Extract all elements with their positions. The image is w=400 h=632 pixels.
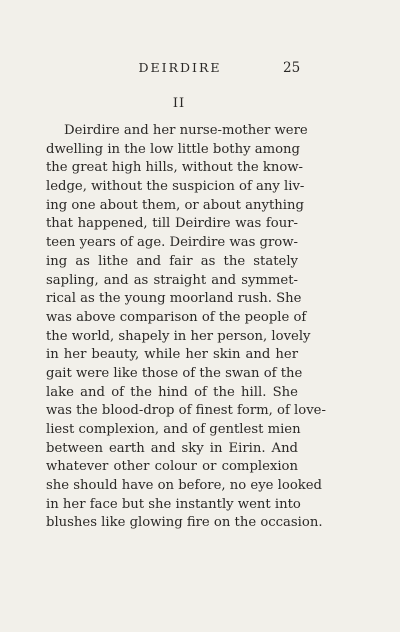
text-line: in her face but she instantly went into xyxy=(46,496,301,512)
text-line: between earth and sky in Eirin. And xyxy=(46,440,298,456)
text-line: teen years of age. Deirdire was grow- xyxy=(46,235,298,251)
text-line: she should have on before, no eye looked xyxy=(46,478,322,494)
text-line: in her beauty, while her skin and her xyxy=(46,347,298,363)
text-line: gait were like those of the swan of the xyxy=(46,365,303,381)
text-line: ing one about them, or about anything xyxy=(46,197,304,213)
text-line: was the blood-drop of finest form, of love- xyxy=(46,403,326,419)
text-line: was above comparison of the people of xyxy=(46,309,307,325)
text-line: sapling, and as straight and symmet- xyxy=(46,272,298,288)
text-line: ing as lithe and fair as the stately xyxy=(46,253,298,269)
text-line: dwelling in the low little bothy among xyxy=(46,141,300,157)
text-line: that happened, till Deirdire was four- xyxy=(46,216,298,232)
text-line: Deirdire and her nurse-mother were xyxy=(64,123,308,138)
text-line: whatever other colour or complexion xyxy=(46,459,298,475)
text-line: blushes like glowing fire on the occasion. xyxy=(46,515,323,531)
running-head xyxy=(0,60,400,78)
chapter-number: II xyxy=(172,96,186,111)
body-text xyxy=(46,122,326,533)
text-line: rical as the young moorland rush. She xyxy=(46,291,302,307)
text-line: lake and of the hind of the hill. She xyxy=(46,384,298,400)
text-line: liest complexion, and of gentlest mien xyxy=(46,422,301,437)
text-line: the great high hills, without the know- xyxy=(46,160,304,176)
text-line: the world, shapely in her person, lovely xyxy=(46,328,311,344)
text-line: ledge, without the suspicion of any liv- xyxy=(46,179,305,195)
page-number: 25 xyxy=(283,60,301,76)
running-title: DEIRDIRE xyxy=(138,60,222,75)
